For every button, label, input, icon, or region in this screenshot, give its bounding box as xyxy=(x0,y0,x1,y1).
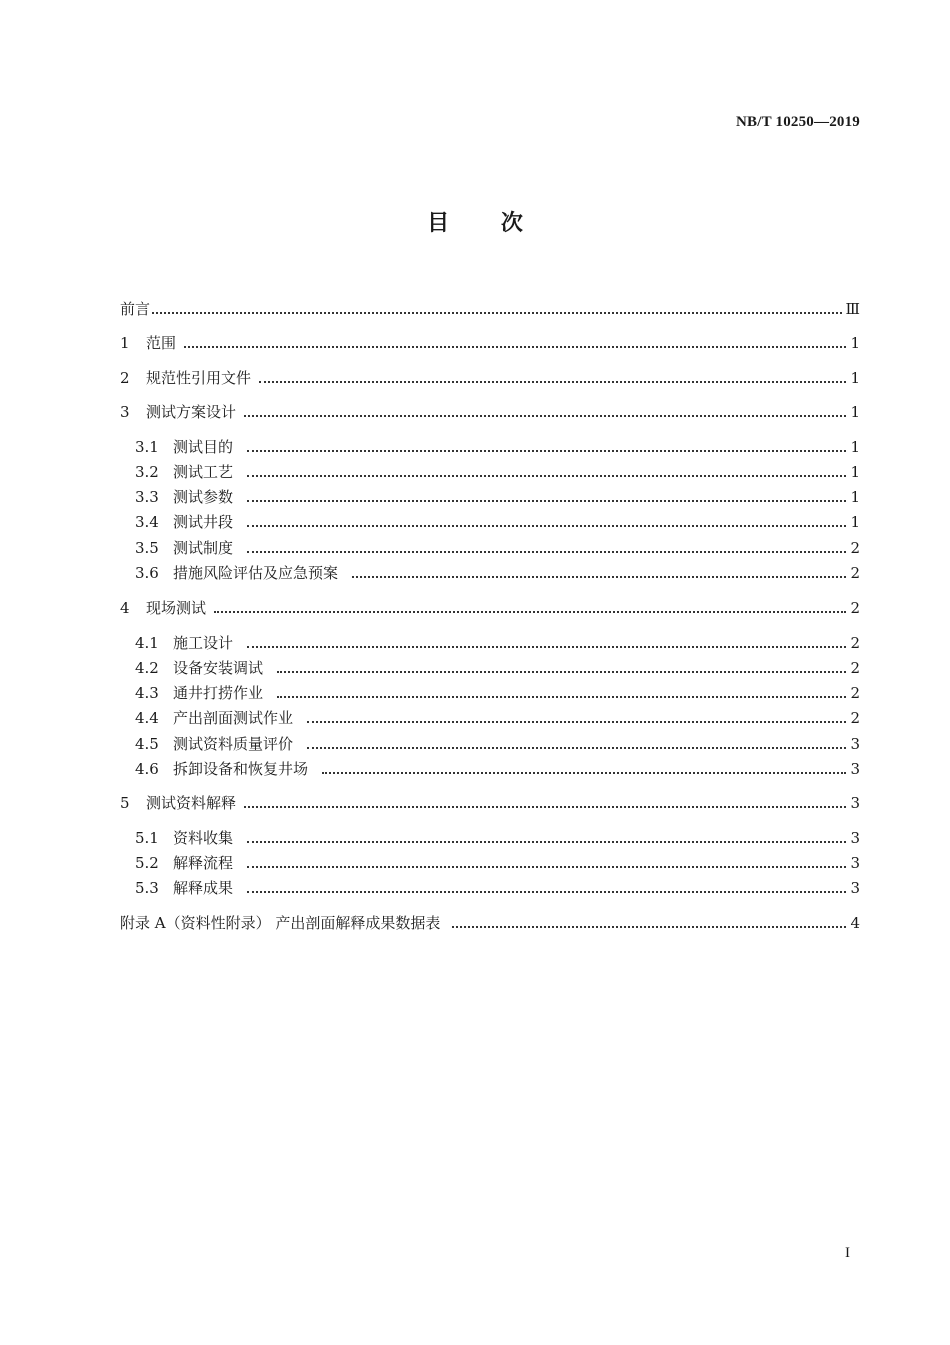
title-char-2: 次 xyxy=(500,211,523,236)
toc-entry-1[interactable] xyxy=(120,331,860,353)
toc-entry-label: 附录 A（资料性附录） 产出剖面解释成果数据表 xyxy=(120,914,441,932)
toc-entry-4-6[interactable] xyxy=(135,757,860,779)
toc-leader xyxy=(247,550,846,553)
toc-entry-number: 4.1 xyxy=(135,634,159,652)
toc-entry-label: 测试制度 xyxy=(173,539,234,557)
toc-entry-label: 解释流程 xyxy=(173,854,234,872)
toc-entry-number: 3.1 xyxy=(135,438,159,456)
toc-leader xyxy=(247,890,846,893)
toc-entry-3[interactable] xyxy=(120,400,860,422)
toc-entry-5[interactable] xyxy=(120,791,860,813)
toc-entry-label: 现场测试 xyxy=(146,599,207,617)
toc-entry-3-4[interactable] xyxy=(135,510,860,532)
toc-entry-page: 1 xyxy=(850,463,860,481)
toc-leader xyxy=(277,670,846,673)
toc-leader xyxy=(214,610,846,613)
toc-entry-page: 2 xyxy=(850,684,860,702)
toc-entry-number: 5.1 xyxy=(135,829,159,847)
toc-entry-page: 3 xyxy=(850,879,860,897)
toc-entry-page: 2 xyxy=(850,659,860,677)
toc-entry-page: 1 xyxy=(850,438,860,456)
page-number: I xyxy=(845,1245,850,1261)
toc-entry-number: 2 xyxy=(120,369,130,387)
standard-code: NB/T 10250—2019 xyxy=(736,114,860,130)
toc-leader xyxy=(244,805,846,808)
toc-entry-page: 4 xyxy=(850,914,860,932)
toc-entry-page: 3 xyxy=(850,794,860,812)
toc-entry-label: 测试工艺 xyxy=(173,463,234,481)
toc-entry-label: 资料收集 xyxy=(173,829,234,847)
toc-entry-page: 1 xyxy=(850,403,860,421)
toc-entry-label: 前言 xyxy=(120,300,151,318)
toc-entry-page: 1 xyxy=(850,334,860,352)
toc-entry-5-1[interactable] xyxy=(135,826,860,848)
toc-entry-4-1[interactable] xyxy=(135,631,860,653)
toc-entry-3-6[interactable] xyxy=(135,561,860,583)
toc-entry-4-5[interactable] xyxy=(135,732,860,754)
toc-entry-label: 测试资料解释 xyxy=(146,794,237,812)
toc-leader xyxy=(247,524,846,527)
toc-entry-number: 3.5 xyxy=(135,539,159,557)
toc-entry-page: 2 xyxy=(850,634,860,652)
toc-leader xyxy=(247,499,846,502)
toc-entry-2[interactable] xyxy=(120,366,860,388)
title-char-1: 目 xyxy=(427,211,450,236)
toc-entry-number: 4 xyxy=(120,599,130,617)
toc-entry-3-2[interactable] xyxy=(135,460,860,482)
toc-leader xyxy=(277,695,846,698)
toc-entry-5-3[interactable] xyxy=(135,876,860,898)
toc-leader xyxy=(307,720,846,723)
toc-entry-label: 范围 xyxy=(146,334,177,352)
toc-entry-page: 1 xyxy=(850,488,860,506)
toc-entry-page: 3 xyxy=(850,854,860,872)
toc-entry-label: 通井打捞作业 xyxy=(173,684,264,702)
toc-leader xyxy=(244,414,846,417)
toc-leader xyxy=(152,311,842,314)
toc-entry-page: 2 xyxy=(850,539,860,557)
toc-entry-number: 4.4 xyxy=(135,709,159,727)
toc-leader xyxy=(259,380,846,383)
toc-entry-number: 3.6 xyxy=(135,564,159,582)
toc-entry-number: 5.2 xyxy=(135,854,159,872)
toc-entry-label: 测试井段 xyxy=(173,513,234,531)
toc-leader xyxy=(247,865,846,868)
toc-entry-3-5[interactable] xyxy=(135,536,860,558)
toc-leader xyxy=(307,746,846,749)
toc-entry-number: 4.6 xyxy=(135,760,159,778)
toc-leader xyxy=(452,925,846,928)
toc-entry-label: 测试资料质量评价 xyxy=(173,735,294,753)
toc-entry-number: 3.4 xyxy=(135,513,159,531)
toc-entry-4-4[interactable] xyxy=(135,706,860,728)
toc-entry-label: 措施风险评估及应急预案 xyxy=(173,564,339,582)
toc-entry-page: 3 xyxy=(850,829,860,847)
toc-entry-page: 1 xyxy=(850,513,860,531)
toc-entry-5-2[interactable] xyxy=(135,851,860,873)
toc-entry-page: 3 xyxy=(850,760,860,778)
toc-entry-label: 拆卸设备和恢复井场 xyxy=(173,760,309,778)
toc-entry-label: 测试目的 xyxy=(173,438,234,456)
toc-entry-3-3[interactable] xyxy=(135,485,860,507)
toc-entry-page: 1 xyxy=(850,369,860,387)
toc-entry-number: 4.5 xyxy=(135,735,159,753)
toc-entry-page: Ⅲ xyxy=(845,300,860,318)
toc-entry-label: 测试方案设计 xyxy=(146,403,237,421)
toc-entry-label: 测试参数 xyxy=(173,488,234,506)
toc-entry-foreword[interactable] xyxy=(120,297,860,319)
toc-entry-number: 3.2 xyxy=(135,463,159,481)
toc-leader xyxy=(352,575,846,578)
toc-entry-appendix-a[interactable] xyxy=(120,911,860,933)
toc-entry-number: 5.3 xyxy=(135,879,159,897)
toc-entry-page: 2 xyxy=(850,599,860,617)
toc-entry-page: 2 xyxy=(850,564,860,582)
toc-leader xyxy=(247,449,846,452)
toc-entry-4-3[interactable] xyxy=(135,681,860,703)
toc-entry-number: 3.3 xyxy=(135,488,159,506)
toc-entry-page: 2 xyxy=(850,709,860,727)
toc-entry-4[interactable] xyxy=(120,596,860,618)
toc-entry-label: 设备安装调试 xyxy=(173,659,264,677)
toc-entry-label: 产出剖面测试作业 xyxy=(173,709,294,727)
toc-leader xyxy=(184,345,846,348)
toc-entry-number: 4.3 xyxy=(135,684,159,702)
toc-entry-label: 规范性引用文件 xyxy=(146,369,252,387)
toc-leader xyxy=(247,474,846,477)
toc-entry-label: 解释成果 xyxy=(173,879,234,897)
toc-entry-4-2[interactable] xyxy=(135,656,860,678)
toc-entry-number: 1 xyxy=(120,334,130,352)
toc-entry-number: 5 xyxy=(120,794,130,812)
toc-entry-label: 施工设计 xyxy=(173,634,234,652)
toc-entry-3-1[interactable] xyxy=(135,435,860,457)
toc-leader xyxy=(322,771,846,774)
toc-entry-number: 3 xyxy=(120,403,130,421)
toc-entry-number: 4.2 xyxy=(135,659,159,677)
toc-leader xyxy=(247,645,846,648)
toc-entry-page: 3 xyxy=(850,735,860,753)
toc-leader xyxy=(247,840,846,843)
